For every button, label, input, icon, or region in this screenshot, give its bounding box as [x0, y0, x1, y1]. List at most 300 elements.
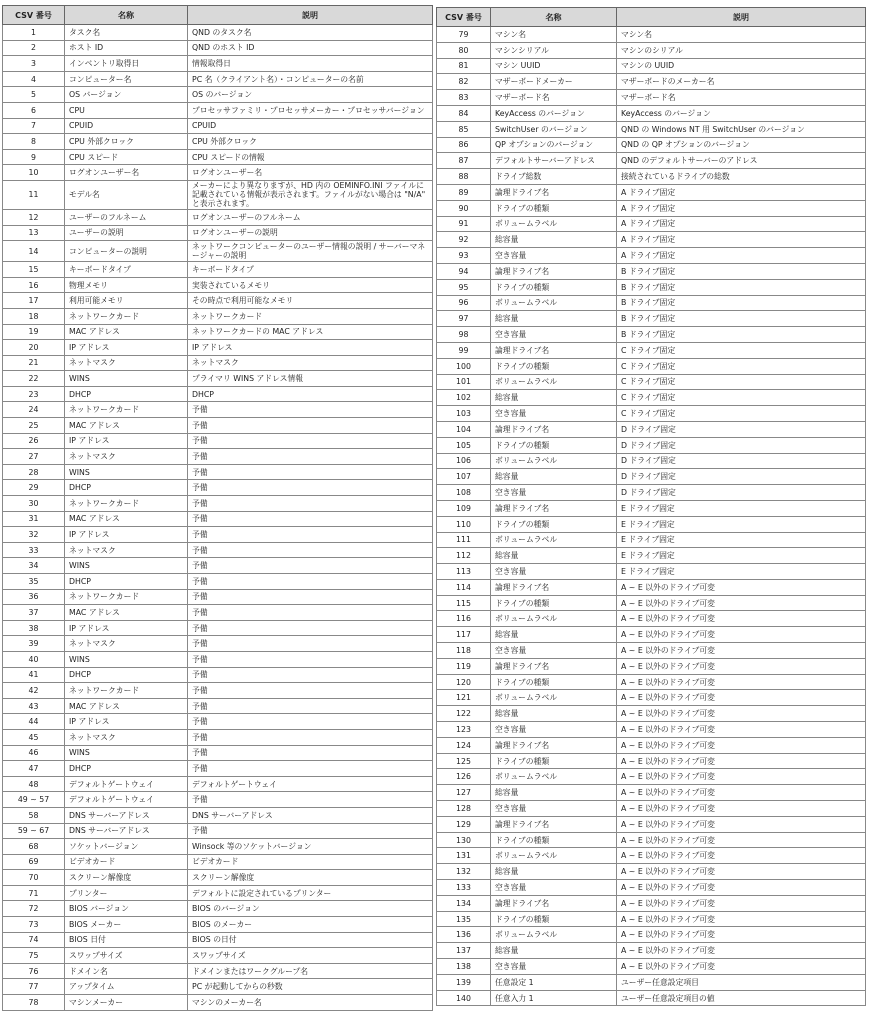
name-cell: 空き容量 [491, 643, 617, 659]
name-cell: ネットマスク [65, 449, 188, 465]
table-row [3, 948, 433, 964]
csv-number-cell: 80 [437, 42, 491, 58]
table-row [3, 433, 433, 449]
csv-number-cell: 47 [3, 761, 65, 777]
name-cell: コンピューターの説明 [65, 241, 188, 262]
csv-number-cell: 29 [3, 480, 65, 496]
name-cell: マシンシリアル [491, 42, 617, 58]
name-cell: 論理ドライブ名 [491, 421, 617, 437]
table-row [437, 532, 866, 548]
csv-number-cell: 7 [3, 118, 65, 134]
table-row [437, 864, 866, 880]
name-cell: 空き容量 [491, 722, 617, 738]
csv-number-cell: 118 [437, 643, 491, 659]
table-row [437, 643, 866, 659]
table-row [437, 816, 866, 832]
table-row [437, 611, 866, 627]
csv-number-cell: 95 [437, 279, 491, 295]
name-cell: CPU [65, 102, 188, 118]
name-cell: CPU スピード [65, 149, 188, 165]
table-row [437, 832, 866, 848]
description-cell: CPUID [188, 118, 433, 134]
name-cell: CPU 外部クロック [65, 134, 188, 150]
description-cell: E ドライブ固定 [617, 548, 866, 564]
name-cell: MAC アドレス [65, 324, 188, 340]
description-cell: プロセッサファミリ・プロセッサメーカー・プロセッサバージョン [188, 102, 433, 118]
table-row [3, 371, 433, 387]
table-row [3, 729, 433, 745]
table-row [437, 90, 866, 106]
name-cell: 空き容量 [491, 327, 617, 343]
description-cell: C ドライブ固定 [617, 342, 866, 358]
description-cell: デフォルトに設定されているプリンター [188, 885, 433, 901]
name-cell: ボリュームラベル [491, 374, 617, 390]
description-cell: A ~ E 以外のドライブ可変 [617, 658, 866, 674]
name-cell: 総容量 [491, 943, 617, 959]
table-row [3, 464, 433, 480]
csv-number-cell: 18 [3, 308, 65, 324]
table-row [3, 87, 433, 103]
table-row [437, 516, 866, 532]
csv-number-cell: 34 [3, 558, 65, 574]
right-table-body [437, 27, 866, 1006]
csv-number-cell: 99 [437, 342, 491, 358]
csv-number-cell: 112 [437, 548, 491, 564]
description-cell: デフォルトゲートウェイ [188, 776, 433, 792]
table-row [3, 25, 433, 41]
description-cell: マザーボードのメーカー名 [617, 74, 866, 90]
description-cell: A ~ E 以外のドライブ可変 [617, 848, 866, 864]
name-cell: 空き容量 [491, 801, 617, 817]
table-row [3, 40, 433, 56]
description-cell: PC 名（クライアント名）・コンピューターの名前 [188, 71, 433, 87]
description-cell: A ~ E 以外のドライブ可変 [617, 611, 866, 627]
header-description: 説明 [188, 6, 433, 25]
table-row [437, 548, 866, 564]
csv-number-cell: 71 [3, 885, 65, 901]
table-row [437, 421, 866, 437]
description-cell: QND のタスク名 [188, 25, 433, 41]
description-cell: 予備 [188, 511, 433, 527]
table-row [437, 722, 866, 738]
csv-number-cell: 8 [3, 134, 65, 150]
table-row [437, 58, 866, 74]
table-row [437, 137, 866, 153]
name-cell: DHCP [65, 761, 188, 777]
name-cell: 空き容量 [491, 564, 617, 580]
name-cell: 任意入力 1 [491, 990, 617, 1006]
table-row [3, 714, 433, 730]
description-cell: 接続されているドライブの総数 [617, 169, 866, 185]
table-row [3, 558, 433, 574]
table-row [3, 698, 433, 714]
csv-number-cell: 75 [3, 948, 65, 964]
description-cell: 予備 [188, 527, 433, 543]
description-cell: 予備 [188, 433, 433, 449]
description-cell: ログオンユーザー名 [188, 165, 433, 181]
csv-number-cell: 135 [437, 911, 491, 927]
name-cell: ドライブ総数 [491, 169, 617, 185]
table-row [437, 74, 866, 90]
table-row [3, 102, 433, 118]
name-cell: 論理ドライブ名 [491, 263, 617, 279]
name-cell: スワップサイズ [65, 948, 188, 964]
csv-number-cell: 116 [437, 611, 491, 627]
name-cell: 総容量 [491, 311, 617, 327]
table-row [437, 453, 866, 469]
table-row [3, 56, 433, 72]
csv-number-cell: 125 [437, 753, 491, 769]
description-cell: 予備 [188, 823, 433, 839]
csv-number-cell: 94 [437, 263, 491, 279]
name-cell: ボリュームラベル [491, 295, 617, 311]
description-cell: ドメインまたはワークグループ名 [188, 963, 433, 979]
name-cell: DHCP [65, 386, 188, 402]
csv-number-cell: 96 [437, 295, 491, 311]
table-row [3, 449, 433, 465]
description-cell: A ~ E 以外のドライブ可変 [617, 864, 866, 880]
table-row [3, 324, 433, 340]
name-cell: マシン名 [491, 27, 617, 43]
table-row [3, 118, 433, 134]
table-row [437, 753, 866, 769]
csv-number-cell: 27 [3, 449, 65, 465]
name-cell: BIOS 日付 [65, 932, 188, 948]
table-row [3, 496, 433, 512]
csv-number-cell: 86 [437, 137, 491, 153]
description-cell: QND のデフォルトサーバーのアドレス [617, 153, 866, 169]
table-row [3, 870, 433, 886]
csv-number-cell: 77 [3, 979, 65, 995]
name-cell: タスク名 [65, 25, 188, 41]
csv-number-cell: 45 [3, 729, 65, 745]
csv-number-cell: 32 [3, 527, 65, 543]
csv-number-cell: 120 [437, 674, 491, 690]
csv-number-cell: 129 [437, 816, 491, 832]
name-cell: BIOS バージョン [65, 901, 188, 917]
csv-number-cell: 132 [437, 864, 491, 880]
table-row [437, 801, 866, 817]
name-cell: ボリュームラベル [491, 532, 617, 548]
description-cell: A ドライブ固定 [617, 248, 866, 264]
csv-number-cell: 39 [3, 636, 65, 652]
table-row [437, 927, 866, 943]
csv-number-cell: 26 [3, 433, 65, 449]
description-cell: C ドライブ固定 [617, 374, 866, 390]
description-cell: A ~ E 以外のドライブ可変 [617, 927, 866, 943]
table-row [3, 917, 433, 933]
table-row [437, 342, 866, 358]
csv-number-cell: 85 [437, 121, 491, 137]
description-cell: C ドライブ固定 [617, 358, 866, 374]
table-row [437, 327, 866, 343]
table-row [3, 636, 433, 652]
name-cell: IP アドレス [65, 527, 188, 543]
header-csv-number: CSV 番号 [437, 8, 491, 27]
table-row [437, 943, 866, 959]
description-cell: マシンのメーカー名 [188, 995, 433, 1011]
table-row [3, 71, 433, 87]
table-row [3, 574, 433, 590]
name-cell: ボリュームラベル [491, 690, 617, 706]
name-cell: ドメイン名 [65, 963, 188, 979]
description-cell: C ドライブ固定 [617, 406, 866, 422]
description-cell: E ドライブ固定 [617, 532, 866, 548]
description-cell: 予備 [188, 496, 433, 512]
name-cell: マザーボードメーカー [491, 74, 617, 90]
csv-number-cell: 102 [437, 390, 491, 406]
table-row [437, 437, 866, 453]
csv-number-cell: 105 [437, 437, 491, 453]
name-cell: IP アドレス [65, 340, 188, 356]
name-cell: 空き容量 [491, 406, 617, 422]
description-cell: マシン名 [617, 27, 866, 43]
table-row [3, 807, 433, 823]
header-row [437, 8, 866, 27]
name-cell: MAC アドレス [65, 511, 188, 527]
csv-number-cell: 68 [3, 839, 65, 855]
description-cell: 予備 [188, 729, 433, 745]
name-cell: プリンター [65, 885, 188, 901]
name-cell: ドライブの種類 [491, 911, 617, 927]
name-cell: ボリュームラベル [491, 769, 617, 785]
name-cell: WINS [65, 558, 188, 574]
name-cell: KeyAccess のバージョン [491, 105, 617, 121]
description-cell: マザーボード名 [617, 90, 866, 106]
name-cell: IP アドレス [65, 620, 188, 636]
csv-number-cell: 139 [437, 974, 491, 990]
name-cell: 総容量 [491, 864, 617, 880]
name-cell: BIOS メーカー [65, 917, 188, 933]
description-cell: A ドライブ固定 [617, 184, 866, 200]
table-row [3, 386, 433, 402]
csv-number-cell: 4 [3, 71, 65, 87]
name-cell: ログオンユーザー名 [65, 165, 188, 181]
description-cell: A ~ E 以外のドライブ可変 [617, 690, 866, 706]
name-cell: ネットマスク [65, 355, 188, 371]
name-cell: キーボードタイプ [65, 262, 188, 278]
description-cell: D ドライブ固定 [617, 485, 866, 501]
name-cell: 空き容量 [491, 959, 617, 975]
description-cell: A ドライブ固定 [617, 216, 866, 232]
table-row [3, 651, 433, 667]
description-cell: 予備 [188, 558, 433, 574]
name-cell: 論理ドライブ名 [491, 342, 617, 358]
description-cell: ネットワークカードの MAC アドレス [188, 324, 433, 340]
csv-number-cell: 121 [437, 690, 491, 706]
name-cell: モデル名 [65, 180, 188, 209]
description-cell: スワップサイズ [188, 948, 433, 964]
table-row [437, 105, 866, 121]
name-cell: マザーボード名 [491, 90, 617, 106]
name-cell: ボリュームラベル [491, 848, 617, 864]
name-cell: ドライブの種類 [491, 674, 617, 690]
csv-number-cell: 89 [437, 184, 491, 200]
name-cell: ボリュームラベル [491, 611, 617, 627]
description-cell: マシンの UUID [617, 58, 866, 74]
table-row [3, 134, 433, 150]
description-cell: 予備 [188, 667, 433, 683]
description-cell: DNS サーバーアドレス [188, 807, 433, 823]
table-row [437, 627, 866, 643]
description-cell: E ドライブ固定 [617, 564, 866, 580]
description-cell: 予備 [188, 651, 433, 667]
csv-number-cell: 3 [3, 56, 65, 72]
csv-number-cell: 40 [3, 651, 65, 667]
csv-number-cell: 74 [3, 932, 65, 948]
table-row [437, 469, 866, 485]
table-row [3, 511, 433, 527]
description-cell: A ~ E 以外のドライブ可変 [617, 579, 866, 595]
table-row [3, 932, 433, 948]
table-row [437, 990, 866, 1006]
csv-number-cell: 137 [437, 943, 491, 959]
description-cell: 予備 [188, 449, 433, 465]
name-cell: 物理メモリ [65, 277, 188, 293]
name-cell: OS バージョン [65, 87, 188, 103]
header-csv-number: CSV 番号 [3, 6, 65, 25]
csv-number-cell: 109 [437, 500, 491, 516]
csv-number-cell: 12 [3, 209, 65, 225]
name-cell: ネットマスク [65, 729, 188, 745]
csv-number-cell: 103 [437, 406, 491, 422]
name-cell: MAC アドレス [65, 698, 188, 714]
name-cell: デフォルトゲートウェイ [65, 776, 188, 792]
description-cell: ユーザー任意設定項目の値 [617, 990, 866, 1006]
table-row [437, 564, 866, 580]
csv-number-cell: 138 [437, 959, 491, 975]
csv-number-cell: 48 [3, 776, 65, 792]
description-cell: 予備 [188, 636, 433, 652]
description-cell: 予備 [188, 402, 433, 418]
table-row [3, 149, 433, 165]
csv-number-cell: 17 [3, 293, 65, 309]
description-cell: Winsock 等のソケットバージョン [188, 839, 433, 855]
csv-number-cell: 41 [3, 667, 65, 683]
name-cell: ネットマスク [65, 636, 188, 652]
csv-number-cell: 119 [437, 658, 491, 674]
name-cell: マシン UUID [491, 58, 617, 74]
table-row [3, 995, 433, 1011]
description-cell: C ドライブ固定 [617, 390, 866, 406]
csv-number-cell: 43 [3, 698, 65, 714]
table-row [3, 308, 433, 324]
description-cell: ログオンユーザーのフルネーム [188, 209, 433, 225]
description-cell: 予備 [188, 745, 433, 761]
name-cell: ボリュームラベル [491, 927, 617, 943]
csv-number-cell: 115 [437, 595, 491, 611]
table-row [3, 667, 433, 683]
description-cell: A ~ E 以外のドライブ可変 [617, 674, 866, 690]
description-cell: プライマリ WINS アドレス情報 [188, 371, 433, 387]
name-cell: 空き容量 [491, 880, 617, 896]
name-cell: MAC アドレス [65, 605, 188, 621]
description-cell: A ~ E 以外のドライブ可変 [617, 627, 866, 643]
csv-number-cell: 49 ~ 57 [3, 792, 65, 808]
table-row [437, 690, 866, 706]
name-cell: 論理ドライブ名 [491, 737, 617, 753]
csv-number-cell: 104 [437, 421, 491, 437]
csv-number-cell: 106 [437, 453, 491, 469]
name-cell: ビデオカード [65, 854, 188, 870]
table-row [3, 241, 433, 262]
csv-number-cell: 73 [3, 917, 65, 933]
csv-number-cell: 1 [3, 25, 65, 41]
csv-number-cell: 101 [437, 374, 491, 390]
description-cell: A ~ E 以外のドライブ可変 [617, 595, 866, 611]
description-cell: 予備 [188, 464, 433, 480]
name-cell: 総容量 [491, 785, 617, 801]
csv-number-cell: 98 [437, 327, 491, 343]
table-row [437, 848, 866, 864]
table-row [3, 761, 433, 777]
csv-number-cell: 16 [3, 277, 65, 293]
description-cell: 予備 [188, 589, 433, 605]
csv-number-cell: 108 [437, 485, 491, 501]
csv-number-cell: 133 [437, 880, 491, 896]
table-row [437, 911, 866, 927]
csv-number-cell: 91 [437, 216, 491, 232]
table-row [437, 279, 866, 295]
description-cell: 予備 [188, 574, 433, 590]
csv-number-cell: 6 [3, 102, 65, 118]
description-cell: PC が起動してからの秒数 [188, 979, 433, 995]
table-row [3, 839, 433, 855]
csv-number-cell: 24 [3, 402, 65, 418]
csv-number-cell: 87 [437, 153, 491, 169]
name-cell: IP アドレス [65, 714, 188, 730]
description-cell: QND の Windows NT 用 SwitchUser のバージョン [617, 121, 866, 137]
csv-number-cell: 11 [3, 180, 65, 209]
table-row [3, 854, 433, 870]
name-cell: インベントリ取得日 [65, 56, 188, 72]
table-row [3, 402, 433, 418]
description-cell: A ~ E 以外のドライブ可変 [617, 722, 866, 738]
table-row [437, 785, 866, 801]
description-cell: スクリーン解像度 [188, 870, 433, 886]
name-cell: ネットワークカード [65, 308, 188, 324]
table-row [3, 885, 433, 901]
csv-number-cell: 14 [3, 241, 65, 262]
description-cell: A ~ E 以外のドライブ可変 [617, 895, 866, 911]
description-cell: A ~ E 以外のドライブ可変 [617, 643, 866, 659]
csv-number-cell: 100 [437, 358, 491, 374]
table-row [437, 42, 866, 58]
table-row [3, 963, 433, 979]
name-cell: 総容量 [491, 627, 617, 643]
table-row [3, 683, 433, 699]
description-cell: QND のホスト ID [188, 40, 433, 56]
description-cell: 予備 [188, 698, 433, 714]
name-cell: QP オプションのバージョン [491, 137, 617, 153]
description-cell: A ~ E 以外のドライブ可変 [617, 880, 866, 896]
name-cell: 論理ドライブ名 [491, 895, 617, 911]
table-row [437, 658, 866, 674]
csv-number-cell: 117 [437, 627, 491, 643]
table-row [3, 480, 433, 496]
table-row [437, 959, 866, 975]
table-row [3, 165, 433, 181]
name-cell: MAC アドレス [65, 418, 188, 434]
name-cell: DHCP [65, 667, 188, 683]
name-cell: ネットワークカード [65, 402, 188, 418]
table-row [437, 880, 866, 896]
name-cell: アップタイム [65, 979, 188, 995]
name-cell: 空き容量 [491, 248, 617, 264]
table-row [3, 901, 433, 917]
table-row [437, 263, 866, 279]
csv-number-cell: 25 [3, 418, 65, 434]
